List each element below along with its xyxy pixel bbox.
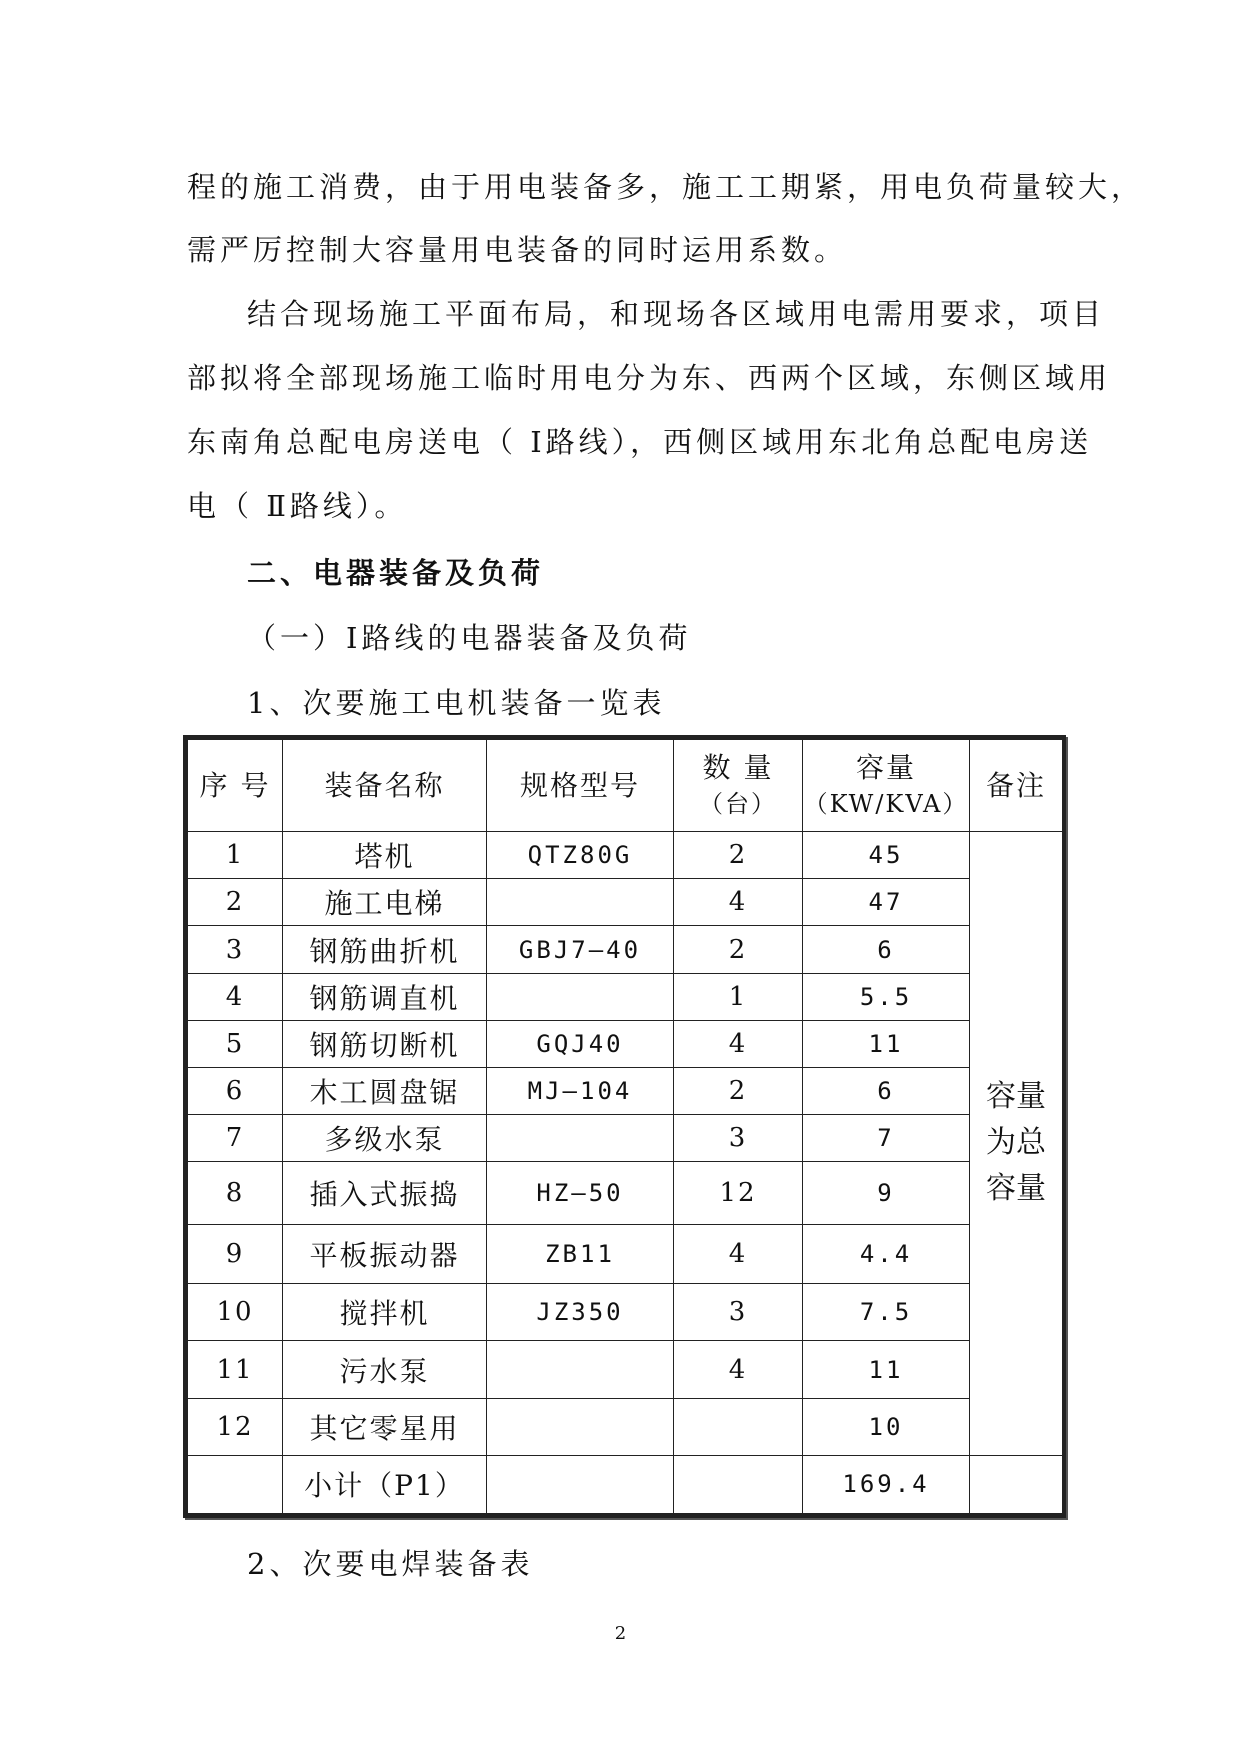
cell-name: 施工电梯	[283, 879, 487, 926]
cell-capacity: 7	[803, 1114, 970, 1161]
cell-qty: 4	[674, 879, 803, 926]
header-no: 序 号	[188, 740, 283, 832]
cell-name: 平板振动器	[283, 1225, 487, 1284]
header-capacity-unit: （KW/KVA）	[803, 789, 969, 818]
cell-qty: 12	[674, 1162, 803, 1225]
cell-capacity: 6	[803, 926, 970, 973]
cell-spec: MJ—104	[487, 1067, 674, 1114]
cell-capacity: 45	[803, 832, 970, 879]
cell-capacity: 4.4	[803, 1225, 970, 1284]
cell-name: 钢筋曲折机	[283, 926, 487, 973]
table-row	[188, 1398, 1063, 1455]
header-name: 装备名称	[283, 740, 487, 832]
cell-qty: 2	[674, 926, 803, 973]
cell-capacity: 7.5	[803, 1284, 970, 1341]
table-subtotal-row	[188, 1455, 1063, 1513]
table-row	[188, 926, 1063, 973]
cell-capacity: 10	[803, 1398, 970, 1455]
cell-name: 木工圆盘锯	[283, 1067, 487, 1114]
cell-name: 其它零星用	[283, 1398, 487, 1455]
cell-qty: 1	[674, 973, 803, 1020]
paragraph-line: 结合现场施工平面布局，和现场各区域用电需用要求，项目	[247, 297, 1106, 331]
cell-capacity: 6	[803, 1067, 970, 1114]
cell-no: 4	[188, 973, 283, 1020]
cell-no: 12	[188, 1398, 283, 1455]
cell-capacity: 5.5	[803, 973, 970, 1020]
equipment-table	[183, 735, 1066, 1518]
cell-spec	[487, 879, 674, 926]
table-row	[188, 973, 1063, 1020]
table-row	[188, 1162, 1063, 1225]
cell-no: 2	[188, 879, 283, 926]
page-number: 2	[614, 1623, 627, 1644]
table-row	[188, 879, 1063, 926]
cell-qty: 3	[674, 1114, 803, 1161]
table-row	[188, 1341, 1063, 1398]
cell-remark: 容量为总容量	[970, 832, 1063, 1455]
cell-remark	[970, 1455, 1063, 1513]
cell-name: 钢筋调直机	[283, 973, 487, 1020]
header-qty-unit: （台）	[699, 789, 777, 818]
cell-spec	[487, 1398, 674, 1455]
cell-qty	[674, 1398, 803, 1455]
cell-qty: 3	[674, 1284, 803, 1341]
cell-name: 多级水泵	[283, 1114, 487, 1161]
cell-qty: 2	[674, 1067, 803, 1114]
cell-no: 3	[188, 926, 283, 973]
cell-name: 插入式振捣	[283, 1162, 487, 1225]
cell-no: 10	[188, 1284, 283, 1341]
cell-spec	[487, 1455, 674, 1513]
cell-spec	[487, 1341, 674, 1398]
table-title: 2、次要电焊装备表	[247, 1547, 534, 1581]
cell-spec: ZB11	[487, 1225, 674, 1284]
header-remark: 备注	[970, 740, 1063, 832]
cell-spec: HZ—50	[487, 1162, 674, 1225]
paragraph-line: 需严厉控制大容量用电装备的同时运用系数。	[187, 233, 848, 267]
header-qty-label: 数 量	[702, 750, 774, 784]
cell-spec: QTZ80G	[487, 832, 674, 879]
table-title: 1、次要施工电机装备一览表	[247, 686, 666, 720]
cell-no: 8	[188, 1162, 283, 1225]
cell-subtotal-capacity: 169.4	[803, 1455, 970, 1513]
cell-qty	[674, 1455, 803, 1513]
header-capacity-label: 容量	[855, 750, 916, 784]
cell-no: 9	[188, 1225, 283, 1284]
cell-capacity: 11	[803, 1020, 970, 1067]
table-row	[188, 1114, 1063, 1161]
cell-no: 1	[188, 832, 283, 879]
cell-no: 5	[188, 1020, 283, 1067]
cell-capacity: 9	[803, 1162, 970, 1225]
cell-capacity: 11	[803, 1341, 970, 1398]
paragraph-line: 电（ Ⅱ路线）。	[187, 489, 408, 523]
cell-spec: JZ350	[487, 1284, 674, 1341]
cell-name: 塔机	[283, 832, 487, 879]
table-row	[188, 1067, 1063, 1114]
header-spec: 规格型号	[487, 740, 674, 832]
table-row	[188, 832, 1063, 879]
cell-spec: GQJ40	[487, 1020, 674, 1067]
header-qty	[674, 740, 803, 832]
table-row	[188, 1225, 1063, 1284]
paragraph-line: 部拟将全部现场施工临时用电分为东、西两个区域，东侧区域用	[187, 361, 1112, 395]
cell-qty: 2	[674, 832, 803, 879]
cell-no: 6	[188, 1067, 283, 1114]
cell-name: 钢筋切断机	[283, 1020, 487, 1067]
cell-subtotal-label: 小计（P1）	[283, 1455, 487, 1513]
cell-no: 7	[188, 1114, 283, 1161]
cell-spec: GBJ7—40	[487, 926, 674, 973]
table-row	[188, 1020, 1063, 1067]
cell-qty: 4	[674, 1020, 803, 1067]
cell-no	[188, 1455, 283, 1513]
cell-spec	[487, 1114, 674, 1161]
subsection-heading: （一）Ⅰ路线的电器装备及负荷	[247, 621, 692, 655]
cell-no: 11	[188, 1341, 283, 1398]
cell-qty: 4	[674, 1225, 803, 1284]
paragraph-line: 东南角总配电房送电（ Ⅰ路线），西侧区域用东北角总配电房送	[187, 425, 1093, 459]
cell-qty: 4	[674, 1341, 803, 1398]
cell-name: 搅拌机	[283, 1284, 487, 1341]
table-header-row	[188, 740, 1063, 832]
section-heading: 二、电器装备及负荷	[247, 556, 545, 590]
paragraph-line: 程的施工消费，由于用电装备多，施工工期紧，用电负荷量较大，	[187, 170, 1145, 204]
table-row	[188, 1284, 1063, 1341]
cell-name: 污水泵	[283, 1341, 487, 1398]
cell-capacity: 47	[803, 879, 970, 926]
cell-spec	[487, 973, 674, 1020]
header-capacity	[803, 740, 970, 832]
